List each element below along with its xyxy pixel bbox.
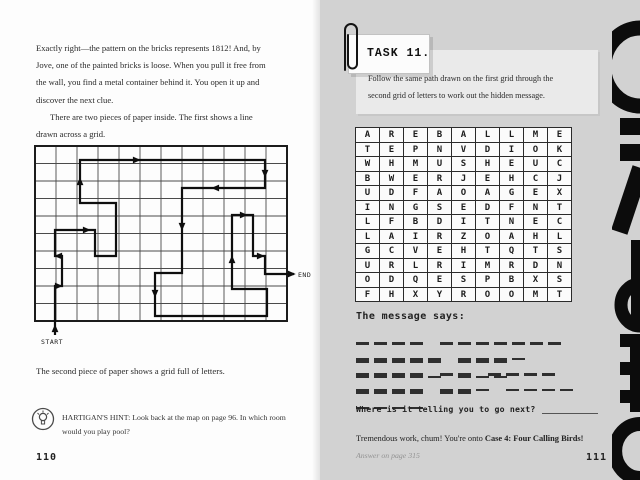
- letter-blank: [392, 389, 405, 391]
- letter-cell: P: [404, 143, 428, 158]
- path-arrow-right: [257, 253, 265, 260]
- letter-cell: I: [452, 215, 476, 230]
- next-question-row: [356, 404, 598, 414]
- letter-blank: [476, 358, 489, 360]
- letter-cell: I: [404, 230, 428, 245]
- letter-blank: [524, 389, 537, 391]
- letter-cell: R: [452, 288, 476, 303]
- letter-blank: [524, 373, 537, 375]
- letter-cell: R: [428, 259, 452, 274]
- path-arrow-right: [288, 271, 296, 278]
- letter-cell: D: [476, 201, 500, 216]
- task-label: TASK 11.: [367, 47, 431, 60]
- letter-blank: [458, 342, 471, 344]
- blank-line: [356, 350, 640, 366]
- letter-grid-row: [356, 288, 572, 303]
- letter-cell: B: [500, 273, 524, 288]
- path-arrow-right: [240, 212, 248, 219]
- blank-line: [356, 334, 640, 350]
- letter-cell: E: [428, 273, 452, 288]
- blank-line: [356, 381, 640, 397]
- letter-blank: [356, 373, 369, 375]
- footer-text: [356, 434, 583, 443]
- letter-blank: [410, 342, 423, 344]
- page-number-right: 111: [586, 452, 608, 463]
- letter-cell: B: [404, 215, 428, 230]
- letter-blank: [392, 358, 405, 360]
- letter-cell: A: [380, 230, 404, 245]
- letter-grid-row: [356, 143, 572, 158]
- letter-cell: F: [404, 186, 428, 201]
- letter-cell: U: [356, 259, 380, 274]
- letter-cell: X: [548, 186, 572, 201]
- letter-cell: E: [524, 186, 548, 201]
- letter-grid-row: [356, 172, 572, 187]
- letter-cell: A: [356, 128, 380, 143]
- right-page: [320, 0, 640, 480]
- letter-cell: M: [524, 288, 548, 303]
- path-arrow-up: [229, 255, 236, 263]
- letter-cell: L: [548, 230, 572, 245]
- letter-cell: H: [380, 157, 404, 172]
- letter-grid-row: [356, 215, 572, 230]
- letter-cell: H: [476, 157, 500, 172]
- next-question: Where is it telling you to go next?: [356, 404, 536, 414]
- letter-grid-row: [356, 128, 572, 143]
- letter-cell: W: [356, 157, 380, 172]
- letter-cell: T: [356, 143, 380, 158]
- letter-blank: [548, 342, 561, 344]
- letter-cell: L: [476, 128, 500, 143]
- letter-blank: [542, 389, 555, 391]
- letter-cell: R: [380, 128, 404, 143]
- letter-blank: [458, 389, 471, 391]
- letter-grid-row: [356, 186, 572, 201]
- letter-blank: [440, 342, 453, 344]
- letter-grid-row: [356, 244, 572, 259]
- page-number-left: 110: [36, 452, 58, 463]
- letter-cell: J: [452, 172, 476, 187]
- letter-cell: T: [524, 244, 548, 259]
- path-arrow-down: [152, 290, 159, 298]
- letter-cell: F: [500, 201, 524, 216]
- path-arrow-left: [211, 185, 219, 192]
- letter-cell: O: [452, 186, 476, 201]
- intro-line: Exactly right—the pattern on the bricks represents 1812! And, by: [36, 43, 261, 53]
- letter-cell: F: [380, 215, 404, 230]
- letter-cell: H: [500, 172, 524, 187]
- letter-blank: [410, 358, 423, 360]
- blank-word: [506, 381, 578, 399]
- letter-grid-row: [356, 157, 572, 172]
- letter-blank: [488, 373, 501, 375]
- letter-blank: [410, 389, 423, 391]
- blank-word: [356, 381, 428, 399]
- answer-blank-line: [542, 404, 598, 414]
- letter-cell: I: [356, 201, 380, 216]
- letter-cell: T: [548, 201, 572, 216]
- letter-cell: N: [548, 259, 572, 274]
- path-arrow-down: [179, 223, 186, 231]
- letter-cell: A: [476, 186, 500, 201]
- letter-grid: [355, 127, 572, 302]
- letter-grid-row: [356, 201, 572, 216]
- letter-blank: [512, 342, 525, 344]
- letter-cell: O: [476, 230, 500, 245]
- letter-cell: M: [404, 157, 428, 172]
- letter-blank: [392, 342, 405, 344]
- intro-line: There are two pieces of paper inside. The first shows a line: [50, 111, 253, 122]
- letter-cell: I: [452, 259, 476, 274]
- letter-cell: B: [356, 172, 380, 187]
- maze-path: [55, 160, 294, 335]
- letter-blank: [542, 373, 555, 375]
- letter-blank: [428, 358, 441, 360]
- letter-blank: [476, 389, 489, 391]
- letter-blank: [560, 389, 573, 391]
- letter-cell: L: [404, 259, 428, 274]
- letter-cell: E: [428, 244, 452, 259]
- letter-cell: L: [500, 128, 524, 143]
- letter-cell: O: [356, 273, 380, 288]
- letter-cell: S: [548, 273, 572, 288]
- letter-cell: Q: [500, 244, 524, 259]
- letter-blank: [374, 342, 387, 344]
- letter-cell: F: [356, 288, 380, 303]
- letter-blank: [374, 389, 387, 391]
- letter-grid-row: [356, 259, 572, 274]
- letter-cell: C: [548, 157, 572, 172]
- letter-grid-row: [356, 273, 572, 288]
- instruction-text: [368, 70, 553, 104]
- letter-blank: [356, 389, 369, 391]
- letter-cell: Z: [452, 230, 476, 245]
- path-arrow-down: [262, 170, 269, 178]
- letter-cell: D: [524, 259, 548, 274]
- letter-cell: B: [428, 128, 452, 143]
- footer-case-highlight: Case 4: Four Calling Birds!: [484, 434, 584, 443]
- letter-cell: E: [476, 172, 500, 187]
- hint-line: would you play pool?: [62, 426, 130, 436]
- letter-cell: U: [524, 157, 548, 172]
- answer-page-note: Answer on page 315: [356, 451, 420, 460]
- letter-blank: [494, 342, 507, 344]
- message-blanks: [356, 334, 640, 396]
- letter-grid-row: [356, 230, 572, 245]
- letter-blank: [374, 358, 387, 360]
- letter-blank: [458, 358, 471, 360]
- letter-cell: X: [404, 288, 428, 303]
- instruction-line: Follow the same path drawn on the first grid through the: [368, 74, 554, 83]
- paperclip-icon: [337, 19, 359, 75]
- letter-cell: S: [452, 273, 476, 288]
- hartigans-hint: [62, 411, 294, 439]
- hint-line: HARTIGAN'S HINT: Look back at the map on page 96. In which room: [62, 413, 286, 422]
- letter-cell: T: [476, 244, 500, 259]
- letter-cell: P: [476, 273, 500, 288]
- letter-cell: R: [428, 172, 452, 187]
- letter-blank: [392, 373, 405, 375]
- letter-cell: E: [380, 143, 404, 158]
- letter-cell: U: [356, 186, 380, 201]
- letter-cell: Y: [428, 288, 452, 303]
- letter-cell: H: [452, 244, 476, 259]
- letter-cell: M: [524, 128, 548, 143]
- intro-line: the wall, you find a metal container behind it. You open it up and: [36, 77, 260, 88]
- letter-cell: E: [404, 128, 428, 143]
- edge-bleed-letters: [612, 0, 640, 480]
- maze-grid-figure: [33, 143, 317, 349]
- letter-cell: O: [500, 288, 524, 303]
- letter-cell: D: [428, 215, 452, 230]
- path-arrow-right: [83, 227, 91, 234]
- letter-cell: N: [428, 143, 452, 158]
- letter-blank: [506, 389, 519, 391]
- letter-cell: C: [380, 244, 404, 259]
- letter-cell: D: [476, 143, 500, 158]
- letter-cell: R: [380, 259, 404, 274]
- letter-cell: J: [548, 172, 572, 187]
- letter-cell: T: [476, 215, 500, 230]
- letter-cell: O: [524, 143, 548, 158]
- letter-cell: A: [452, 128, 476, 143]
- letter-cell: A: [428, 186, 452, 201]
- letter-cell: L: [356, 230, 380, 245]
- letter-cell: V: [404, 244, 428, 259]
- start-label: START: [41, 338, 64, 346]
- letter-cell: L: [356, 215, 380, 230]
- intro-paragraph: [36, 40, 312, 143]
- letter-cell: W: [380, 172, 404, 187]
- letter-blank: [356, 342, 369, 344]
- letter-cell: S: [428, 201, 452, 216]
- letter-cell: A: [500, 230, 524, 245]
- letter-cell: G: [404, 201, 428, 216]
- letter-cell: D: [380, 186, 404, 201]
- letter-cell: Q: [404, 273, 428, 288]
- letter-cell: U: [428, 157, 452, 172]
- footer-prefix: Tremendous work, chum! You're onto: [356, 434, 485, 443]
- letter-cell: N: [524, 201, 548, 216]
- letter-cell: O: [476, 288, 500, 303]
- letter-cell: G: [500, 186, 524, 201]
- instruction-line: second grid of letters to work out the hidden message.: [368, 91, 545, 100]
- intro-line: Jove, one of the painted bricks is loose. When you pull it free from: [36, 60, 266, 71]
- letter-cell: E: [404, 172, 428, 187]
- blank-line: [356, 365, 640, 381]
- letter-cell: R: [500, 259, 524, 274]
- letter-cell: N: [500, 215, 524, 230]
- letter-cell: S: [452, 157, 476, 172]
- intro-line: drawn across a grid.: [36, 129, 106, 140]
- message-label: The message says:: [356, 311, 466, 322]
- letter-cell: E: [548, 128, 572, 143]
- letter-blank: [506, 373, 519, 375]
- lightbulb-icon: [31, 407, 55, 435]
- letter-cell: V: [452, 143, 476, 158]
- letter-cell: T: [548, 288, 572, 303]
- letter-blank: [374, 373, 387, 375]
- letter-blank: [410, 373, 423, 375]
- letter-blank: [440, 389, 453, 391]
- blank-word: [440, 381, 494, 399]
- letter-cell: E: [500, 157, 524, 172]
- path-arrow-up: [52, 324, 59, 332]
- letter-cell: N: [380, 201, 404, 216]
- intro-line: discover the next clue.: [36, 94, 114, 105]
- letter-cell: H: [524, 230, 548, 245]
- letter-blank: [476, 342, 489, 344]
- letter-cell: E: [452, 201, 476, 216]
- letter-blank: [356, 358, 369, 360]
- figure-caption: The second piece of paper shows a grid full of letters.: [36, 366, 225, 376]
- letter-cell: E: [524, 215, 548, 230]
- letter-blank: [458, 373, 471, 375]
- letter-blank: [530, 342, 543, 344]
- end-label: END: [298, 271, 312, 279]
- letter-blank: [440, 373, 453, 375]
- letter-cell: C: [524, 172, 548, 187]
- letter-blank: [494, 358, 507, 360]
- letter-cell: I: [500, 143, 524, 158]
- letter-cell: D: [380, 273, 404, 288]
- letter-cell: R: [428, 230, 452, 245]
- letter-cell: S: [548, 244, 572, 259]
- letter-blank: [512, 358, 525, 360]
- letter-cell: G: [356, 244, 380, 259]
- letter-cell: K: [548, 143, 572, 158]
- letter-cell: H: [380, 288, 404, 303]
- task-card: [348, 34, 430, 74]
- letter-cell: M: [476, 259, 500, 274]
- letter-cell: C: [548, 215, 572, 230]
- letter-cell: X: [524, 273, 548, 288]
